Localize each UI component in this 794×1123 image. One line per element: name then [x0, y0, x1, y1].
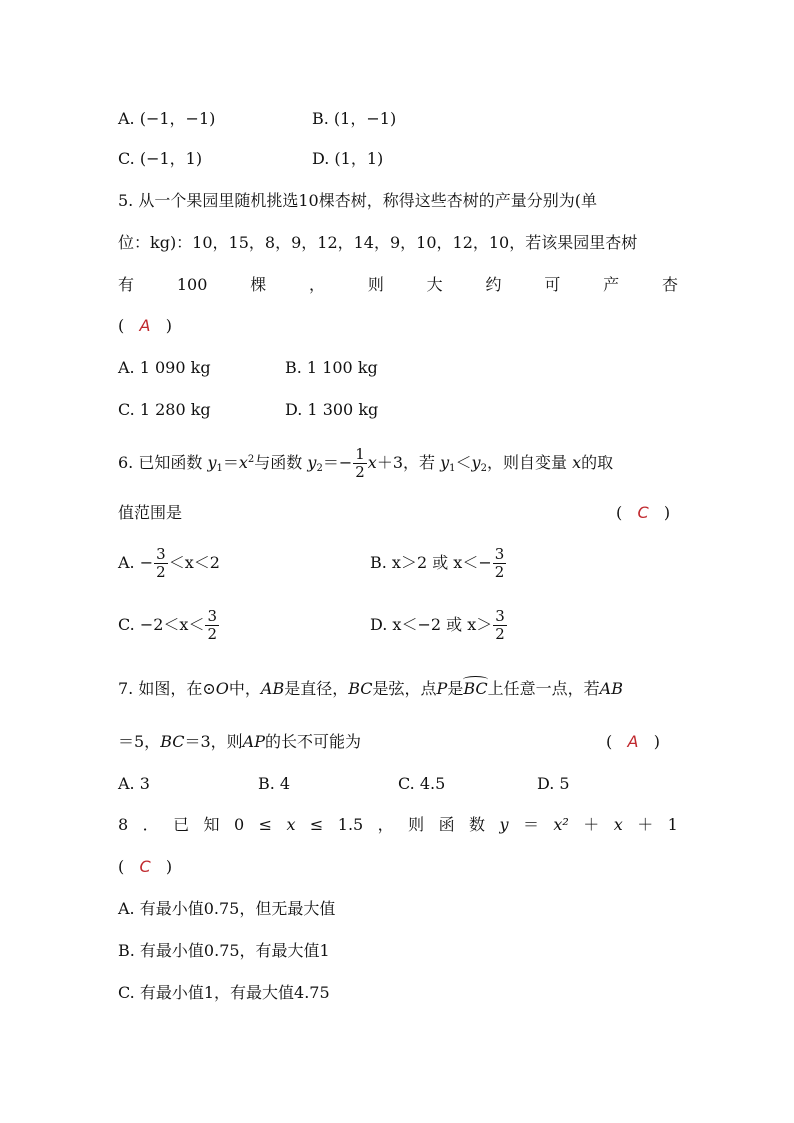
word: ． [142, 815, 159, 834]
segment-ab: AB [260, 679, 285, 698]
q8-answer-bracket: ( C ) [118, 857, 173, 876]
q8-option-a: A. 有最小值0.75，但无最大值 [118, 899, 336, 918]
q6-text: 与函数 [254, 453, 303, 472]
q6-stem-line-2: 值范围是 [118, 503, 183, 522]
word: y [499, 815, 509, 834]
q7-answer: A [627, 732, 639, 751]
q7-option-d: D. 5 [537, 774, 570, 793]
var-y: y [471, 453, 481, 472]
q7-option-a: A. 3 [118, 774, 150, 793]
var-x: x [238, 453, 248, 472]
q5-option-b: B. 1 100 kg [285, 358, 378, 377]
q8-option-c: C. 有最小值1，有最大值4.75 [118, 983, 330, 1002]
q5-stem-line-3 [118, 275, 678, 295]
q8-option-b: B. 有最小值0.75，有最大值1 [118, 941, 330, 960]
word: 数 [469, 815, 486, 834]
word: 函 [438, 815, 455, 834]
word: ， [309, 275, 326, 294]
q5-option-c: C. 1 280 kg [118, 400, 211, 419]
word: 则 [408, 815, 425, 834]
word: ， [377, 815, 394, 834]
word: ＝ [522, 815, 539, 834]
word: 棵 [250, 275, 267, 294]
fraction-three-halves: $\frac{3}{2}$ [495, 607, 505, 643]
q4-option-d: D. (1，1) [312, 149, 384, 168]
q6-option-c: C. −2＜x＜ $\frac{3}{2}$ [118, 607, 218, 643]
word: 杏 [661, 275, 678, 294]
fraction-three-halves: $\frac{3}{2}$ [494, 545, 505, 581]
fraction-three-halves: $\frac{3}{2}$ [207, 607, 218, 643]
q4-option-b: B. (1，−1) [312, 109, 397, 128]
word: ≤ [258, 815, 273, 834]
word: 8 [118, 815, 129, 834]
segment-bc: BC [348, 679, 373, 698]
q5-option-d: D. 1 300 kg [285, 400, 379, 419]
word: x [286, 815, 296, 834]
q7-stem-line-2: ＝5，BC＝3，则AP的长不可能为 [118, 732, 362, 751]
q6-answer: C [637, 503, 649, 522]
var-x: x [367, 453, 377, 472]
fraction-three-halves: $\frac{3}{2}$ [156, 545, 166, 581]
equals: ＝ [222, 453, 239, 472]
q5-answer: A [139, 316, 151, 335]
word: x² [553, 815, 569, 834]
segment-ab: AB [599, 679, 623, 698]
q8-answer: C [139, 857, 151, 876]
q6-answer-bracket: ( C ) [616, 503, 671, 522]
word: 1.5 [337, 815, 364, 834]
word: 可 [544, 275, 561, 294]
word: x [613, 815, 623, 834]
circle-o: O [215, 679, 229, 698]
q6-text: 的取 [581, 453, 614, 472]
var-y: y [307, 453, 317, 472]
segment-bc: BC [160, 732, 185, 751]
q5-answer-bracket [118, 316, 172, 336]
word: 100 [176, 275, 208, 294]
word: 有 [118, 275, 135, 294]
word: 知 [203, 815, 220, 834]
fraction-one-half: $\frac{1}{2}$ [355, 445, 365, 481]
word: 则 [367, 275, 384, 294]
q6-text: ＋3，若 [376, 453, 436, 472]
paren-close: ) [165, 316, 172, 335]
q6-prefix: 6. 已知函数 [118, 453, 203, 472]
word: ＋ [583, 815, 600, 834]
word: 约 [485, 275, 502, 294]
var-y: y [440, 453, 450, 472]
paren-open: ( [118, 316, 125, 335]
q5-stem-line-1: 5. 从一个果园里随机挑选10棵杏树，称得这些杏树的产量分别为(单 [118, 191, 597, 210]
q7-option-b: B. 4 [258, 774, 291, 793]
q5-stem-line-2: 位：kg)：10，15，8，9，12，14，9，10，12，10，若该果园里杏树 [118, 233, 638, 252]
q6-option-b: B. x＞2 或 x＜− $\frac{3}{2}$ [370, 545, 505, 581]
q4-option-a: A. (−1，−1) [118, 109, 216, 128]
q6-text: ，则自变量 [486, 453, 567, 472]
word: 大 [426, 275, 443, 294]
q7-option-c: C. 4.5 [398, 774, 446, 793]
q4-option-c: C. (−1，1) [118, 149, 203, 168]
q6-option-a: A. − $\frac{3}{2}$ ＜x＜2 [118, 545, 220, 581]
word: 0 [233, 815, 245, 834]
arc-bc: BC [463, 679, 488, 698]
q7-stem-line-1: 7. 如图，在⊙O中，AB是直径，BC是弦，点P是BC上任意一点，若AB [118, 679, 623, 698]
var-y: y [207, 453, 217, 472]
equals-minus: ＝− [322, 453, 353, 472]
less-than: ＜ [455, 453, 472, 472]
word: 产 [603, 275, 620, 294]
q6-option-d: D. x＜−2 或 x＞ $\frac{3}{2}$ [370, 607, 505, 643]
q7-answer-bracket: ( A ) [606, 732, 660, 751]
var-x: x [572, 453, 582, 472]
q6-stem-line-1: 6. 已知函数 $y_1=x^2$与函数 $y_2=-$ $\frac{1}{2}$ x＋3，若 $y_1<y_2$，则自变量 x的取 [118, 445, 614, 481]
q8-stem-line-1 [118, 815, 678, 835]
q5-option-a: A. 1 090 kg [118, 358, 211, 377]
word: 1 [667, 815, 678, 834]
word: 已 [173, 815, 190, 834]
segment-ap: AP [242, 732, 265, 751]
word: ≤ [309, 815, 324, 834]
point-p: P [436, 679, 448, 698]
word: ＋ [637, 815, 654, 834]
